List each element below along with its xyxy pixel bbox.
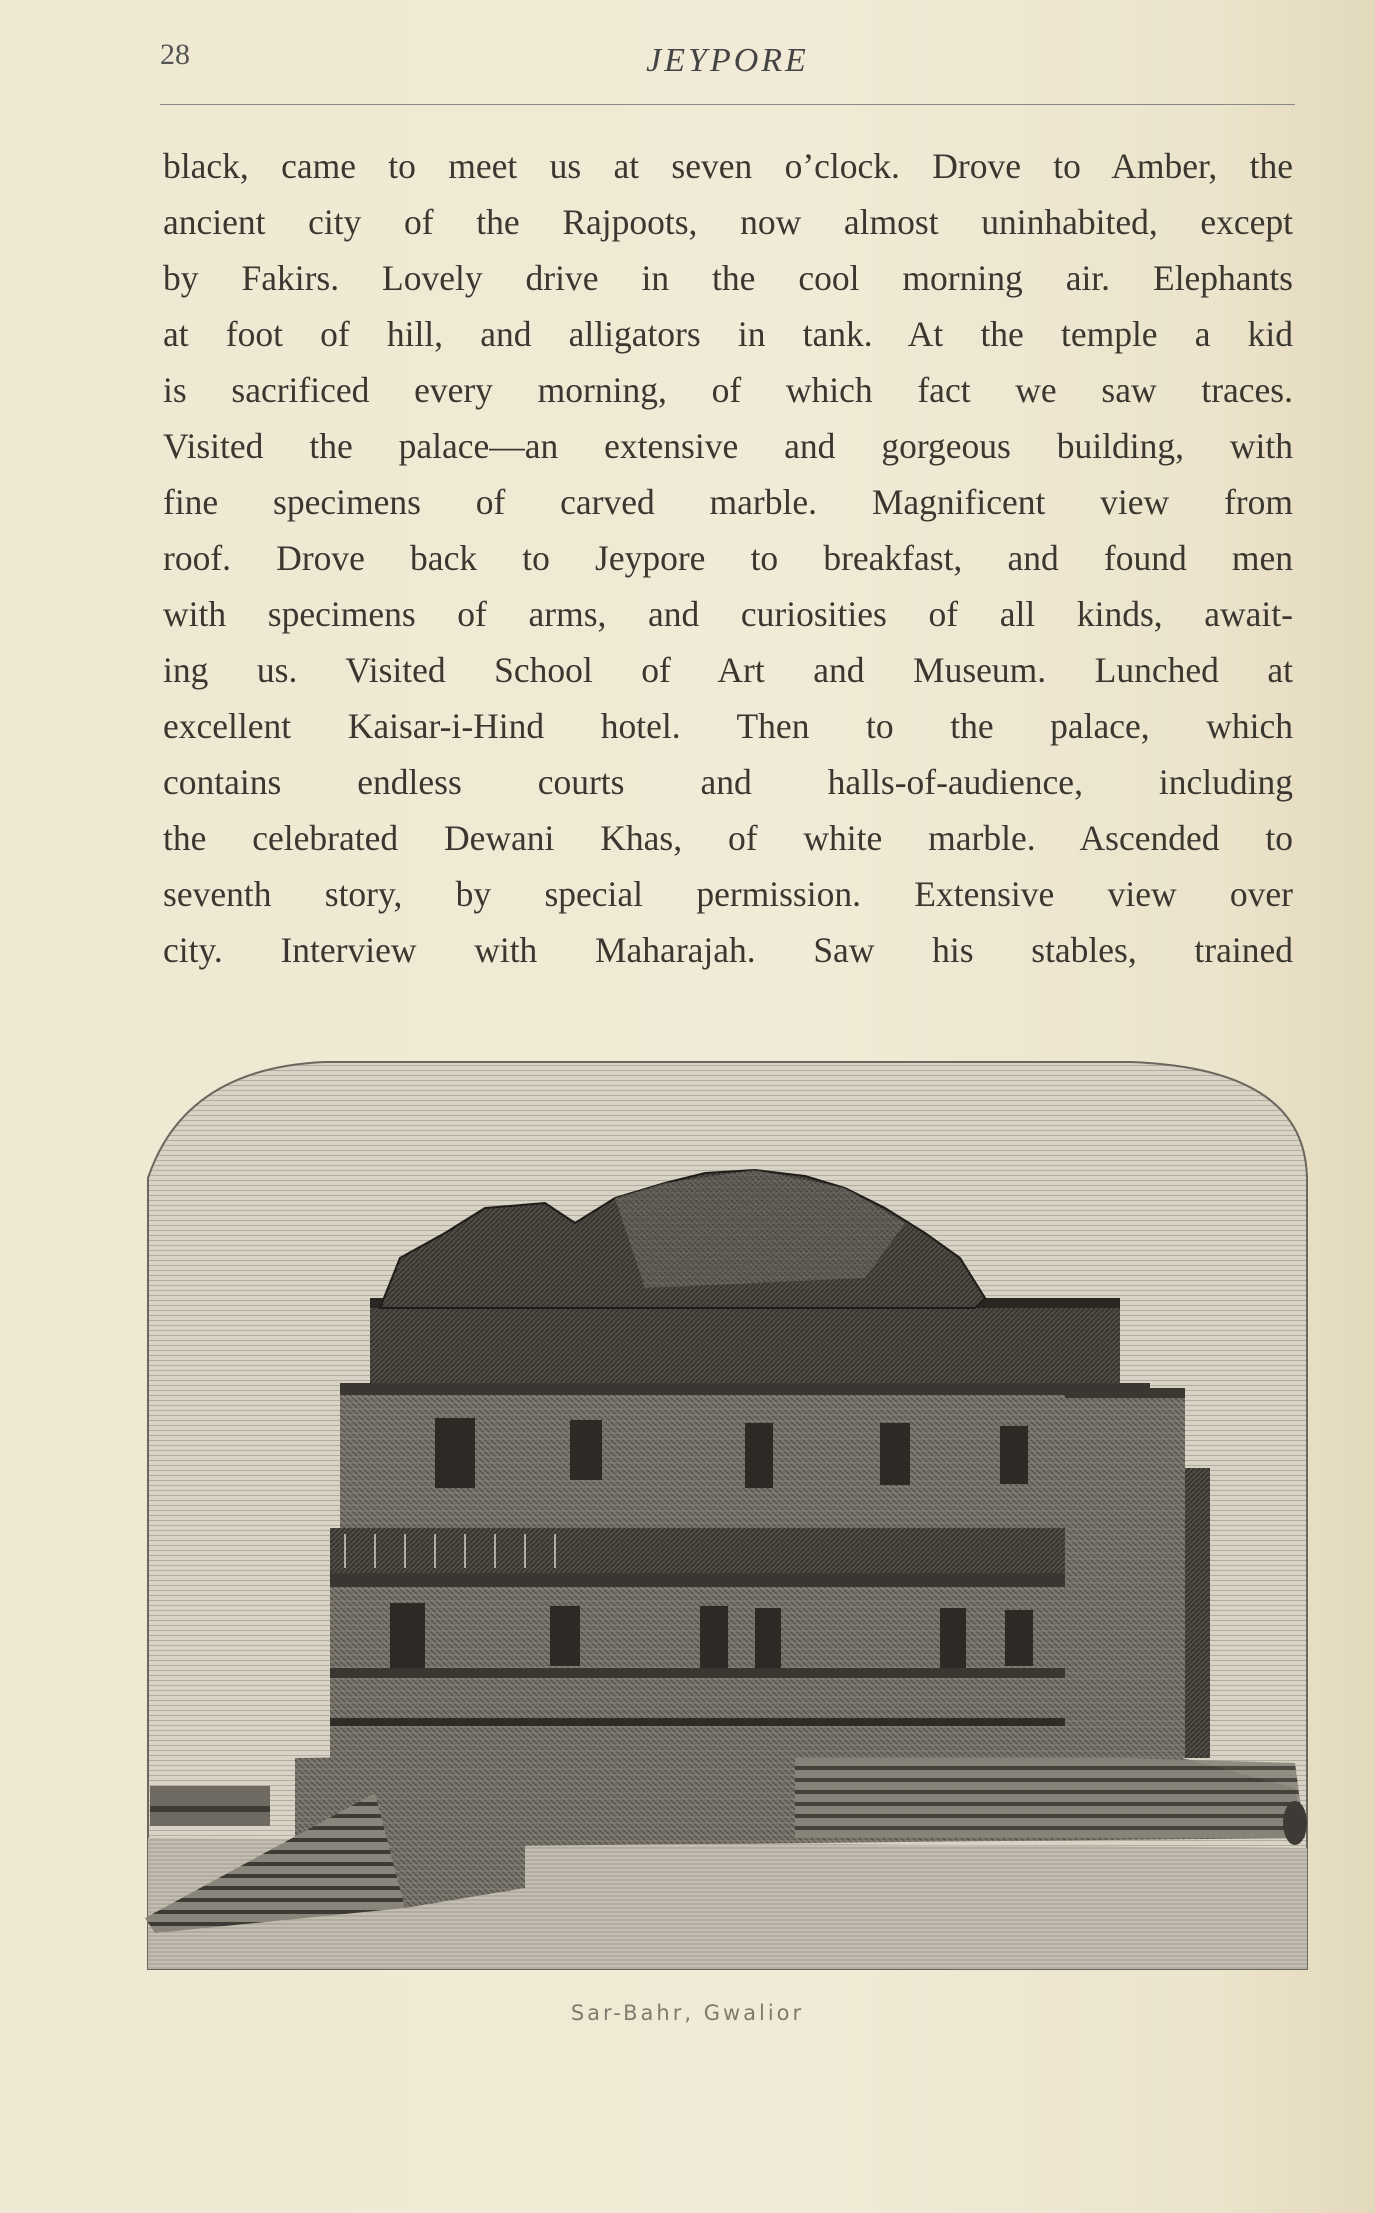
text-line: with specimens of arms, and curiosities of all kinds, await-	[163, 594, 1293, 634]
temple-engraving	[145, 1058, 1310, 1970]
text-line: at foot of hill, and alligators in tank. At the temple a kid	[163, 314, 1293, 354]
body-text	[163, 138, 1293, 978]
text-line: ancient city of the Rajpoots, now almost uninhabited, except	[163, 202, 1293, 242]
text-line: seventh story, by special permission. Extensive view over	[163, 874, 1293, 914]
text-line: the celebrated Dewani Khas, of white marble. Ascended to	[163, 818, 1293, 858]
text-line: fine specimens of carved marble. Magnificent view from	[163, 482, 1293, 522]
text-line: contains endless courts and halls-of-audience, including	[163, 762, 1293, 802]
header-rule	[160, 104, 1295, 105]
text-line: black, came to meet us at seven o’clock. Drove to Amber, the	[163, 146, 1293, 186]
text-line: ing us. Visited School of Art and Museum. Lunched at	[163, 650, 1293, 690]
text-line: is sacrificed every morning, of which fact we saw traces.	[163, 370, 1293, 410]
text-line: by Fakirs. Lovely drive in the cool morning air. Elephants	[163, 258, 1293, 298]
page-number: 28	[160, 38, 190, 71]
text-line: excellent Kaisar-i-Hind hotel. Then to the palace, which	[163, 706, 1293, 746]
page-header	[160, 38, 1295, 98]
text-line: roof. Drove back to Jeypore to breakfast, and found men	[163, 538, 1293, 578]
running-head: JEYPORE	[646, 42, 809, 79]
text-line: Visited the palace—an extensive and gorgeous building, with	[163, 426, 1293, 466]
figure-caption: Sar-Bahr, Gwalior	[570, 2001, 805, 2025]
text-line: city. Interview with Maharajah. Saw his stables, trained	[163, 930, 1293, 970]
